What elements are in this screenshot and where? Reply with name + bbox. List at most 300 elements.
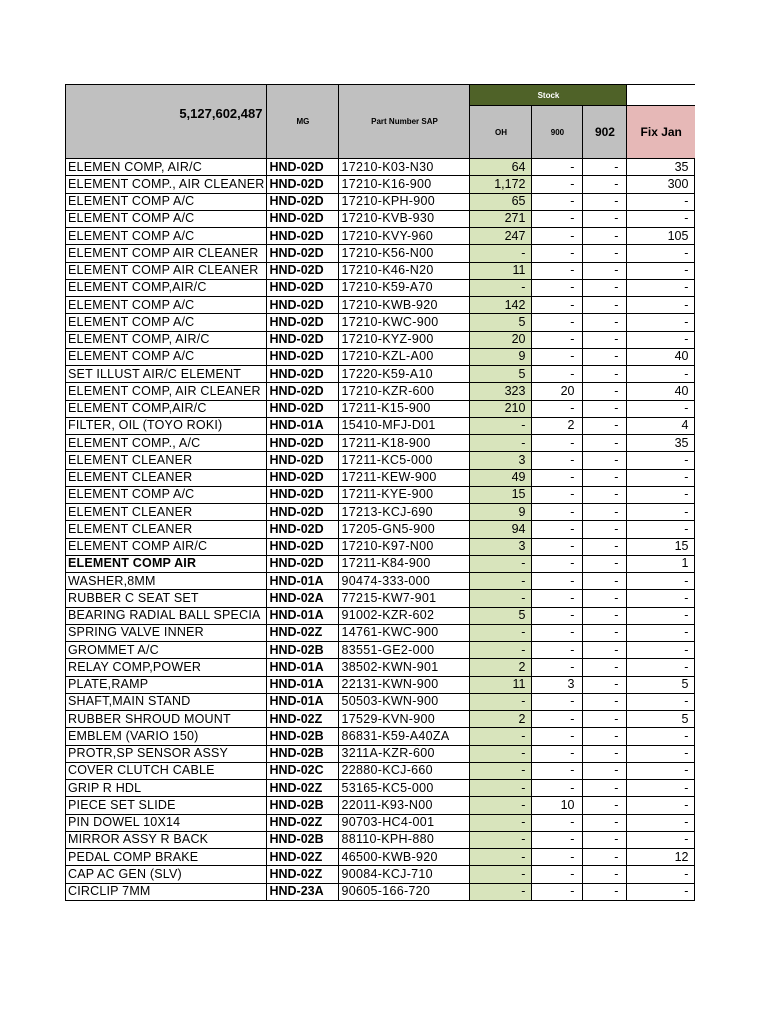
cell-part-number[interactable]: 17210-K46-N20 (339, 262, 470, 279)
cell-fix-jan[interactable]: - (627, 659, 695, 676)
cell-oh[interactable]: 11 (470, 676, 532, 693)
cell-mg[interactable]: HND-02Z (267, 814, 339, 831)
cell-oh[interactable]: - (470, 883, 532, 900)
cell-part-number[interactable]: 17210-KWC-900 (339, 314, 470, 331)
cell-mg[interactable]: HND-02D (267, 159, 339, 176)
cell-oh[interactable]: - (470, 279, 532, 296)
cell-oh[interactable]: 20 (470, 331, 532, 348)
cell-mg[interactable]: HND-02D (267, 469, 339, 486)
cell-fix-jan[interactable]: 5 (627, 711, 695, 728)
cell-900[interactable]: - (532, 762, 583, 779)
cell-fix-jan[interactable]: 1 (627, 555, 695, 572)
cell-oh[interactable]: - (470, 642, 532, 659)
cell-900[interactable]: - (532, 210, 583, 227)
cell-902[interactable]: - (583, 383, 627, 400)
cell-902[interactable]: - (583, 728, 627, 745)
cell-mg[interactable]: HND-01A (267, 693, 339, 710)
cell-900[interactable]: - (532, 176, 583, 193)
cell-part-number[interactable]: 90703-HC4-001 (339, 814, 470, 831)
cell-part-number[interactable]: 17210-KVB-930 (339, 210, 470, 227)
cell-part-number[interactable]: 50503-KWN-900 (339, 693, 470, 710)
cell-mg[interactable]: HND-02D (267, 314, 339, 331)
cell-mg[interactable]: HND-02D (267, 521, 339, 538)
cell-mg[interactable]: HND-02D (267, 348, 339, 365)
cell-mg[interactable]: HND-02D (267, 435, 339, 452)
header-902[interactable]: 902 (583, 106, 627, 159)
cell-part-number[interactable]: 91002-KZR-602 (339, 607, 470, 624)
cell-oh[interactable]: - (470, 797, 532, 814)
cell-description[interactable]: RUBBER SHROUD MOUNT (66, 711, 267, 728)
cell-part-number[interactable]: 83551-GE2-000 (339, 642, 470, 659)
cell-description[interactable]: ELEMENT COMP,AIR/C (66, 279, 267, 296)
cell-fix-jan[interactable]: - (627, 521, 695, 538)
cell-902[interactable]: - (583, 348, 627, 365)
cell-mg[interactable]: HND-02D (267, 366, 339, 383)
cell-part-number[interactable]: 17210-K59-A70 (339, 279, 470, 296)
cell-description[interactable]: BEARING RADIAL BALL SPECIA (66, 607, 267, 624)
cell-oh[interactable]: - (470, 624, 532, 641)
cell-902[interactable]: - (583, 435, 627, 452)
cell-fix-jan[interactable]: 300 (627, 176, 695, 193)
cell-mg[interactable]: HND-02B (267, 642, 339, 659)
cell-description[interactable]: ELEMENT COMP A/C (66, 210, 267, 227)
header-900[interactable]: 900 (532, 106, 583, 159)
cell-902[interactable]: - (583, 193, 627, 210)
cell-902[interactable]: - (583, 400, 627, 417)
cell-mg[interactable]: HND-02Z (267, 780, 339, 797)
cell-902[interactable]: - (583, 159, 627, 176)
cell-oh[interactable]: 271 (470, 210, 532, 227)
cell-part-number[interactable]: 88110-KPH-880 (339, 831, 470, 848)
cell-902[interactable]: - (583, 624, 627, 641)
cell-description[interactable]: COVER CLUTCH CABLE (66, 762, 267, 779)
cell-description[interactable]: CIRCLIP 7MM (66, 883, 267, 900)
cell-900[interactable]: - (532, 452, 583, 469)
cell-oh[interactable]: - (470, 693, 532, 710)
cell-fix-jan[interactable]: 35 (627, 159, 695, 176)
cell-900[interactable]: - (532, 659, 583, 676)
cell-description[interactable]: ELEMENT COMP AIR/C (66, 538, 267, 555)
cell-900[interactable]: - (532, 486, 583, 503)
cell-mg[interactable]: HND-23A (267, 883, 339, 900)
cell-900[interactable]: - (532, 728, 583, 745)
cell-part-number[interactable]: 86831-K59-A40ZA (339, 728, 470, 745)
cell-900[interactable]: - (532, 866, 583, 883)
cell-fix-jan[interactable]: - (627, 728, 695, 745)
cell-900[interactable]: - (532, 624, 583, 641)
cell-fix-jan[interactable]: - (627, 262, 695, 279)
cell-description[interactable]: GROMMET A/C (66, 642, 267, 659)
cell-902[interactable]: - (583, 279, 627, 296)
cell-description[interactable]: PIN DOWEL 10X14 (66, 814, 267, 831)
cell-part-number[interactable]: 17211-KEW-900 (339, 469, 470, 486)
cell-mg[interactable]: HND-02Z (267, 624, 339, 641)
cell-description[interactable]: ELEMENT COMP, AIR/C (66, 331, 267, 348)
cell-900[interactable]: - (532, 366, 583, 383)
cell-fix-jan[interactable]: 4 (627, 417, 695, 434)
cell-description[interactable]: ELEMENT COMP A/C (66, 297, 267, 314)
cell-description[interactable]: EMBLEM (VARIO 150) (66, 728, 267, 745)
cell-902[interactable]: - (583, 469, 627, 486)
cell-fix-jan[interactable]: - (627, 745, 695, 762)
cell-part-number[interactable]: 17210-KWB-920 (339, 297, 470, 314)
cell-900[interactable]: - (532, 262, 583, 279)
cell-fix-jan[interactable]: - (627, 866, 695, 883)
cell-oh[interactable]: 1,172 (470, 176, 532, 193)
cell-oh[interactable]: 247 (470, 228, 532, 245)
cell-part-number[interactable]: 17211-K84-900 (339, 555, 470, 572)
cell-mg[interactable]: HND-01A (267, 659, 339, 676)
cell-description[interactable]: ELEMENT COMP AIR CLEANER (66, 245, 267, 262)
cell-900[interactable]: - (532, 228, 583, 245)
cell-fix-jan[interactable]: - (627, 590, 695, 607)
cell-oh[interactable]: - (470, 745, 532, 762)
cell-part-number[interactable]: 17210-KVY-960 (339, 228, 470, 245)
cell-part-number[interactable]: 17211-KC5-000 (339, 452, 470, 469)
cell-902[interactable]: - (583, 711, 627, 728)
cell-description[interactable]: RUBBER C SEAT SET (66, 590, 267, 607)
cell-mg[interactable]: HND-01A (267, 607, 339, 624)
cell-oh[interactable]: 323 (470, 383, 532, 400)
cell-oh[interactable]: 11 (470, 262, 532, 279)
cell-part-number[interactable]: 17220-K59-A10 (339, 366, 470, 383)
cell-part-number[interactable]: 17210-K03-N30 (339, 159, 470, 176)
cell-fix-jan[interactable]: - (627, 504, 695, 521)
cell-900[interactable]: - (532, 590, 583, 607)
cell-oh[interactable]: 65 (470, 193, 532, 210)
cell-902[interactable]: - (583, 659, 627, 676)
cell-description[interactable]: ELEMENT CLEANER (66, 504, 267, 521)
cell-part-number[interactable]: 17211-K15-900 (339, 400, 470, 417)
cell-oh[interactable]: - (470, 435, 532, 452)
cell-oh[interactable]: 94 (470, 521, 532, 538)
cell-fix-jan[interactable]: - (627, 814, 695, 831)
cell-902[interactable]: - (583, 555, 627, 572)
cell-900[interactable]: - (532, 245, 583, 262)
cell-fix-jan[interactable]: - (627, 642, 695, 659)
cell-description[interactable]: RELAY COMP,POWER (66, 659, 267, 676)
cell-900[interactable]: - (532, 331, 583, 348)
cell-fix-jan[interactable]: - (627, 366, 695, 383)
cell-900[interactable]: - (532, 642, 583, 659)
cell-900[interactable]: - (532, 193, 583, 210)
cell-902[interactable]: - (583, 366, 627, 383)
cell-fix-jan[interactable]: - (627, 797, 695, 814)
cell-fix-jan[interactable]: - (627, 297, 695, 314)
cell-mg[interactable]: HND-02D (267, 400, 339, 417)
cell-fix-jan[interactable]: 40 (627, 348, 695, 365)
cell-900[interactable]: - (532, 849, 583, 866)
cell-902[interactable]: - (583, 883, 627, 900)
cell-description[interactable]: ELEMENT COMP A/C (66, 193, 267, 210)
cell-description[interactable]: ELEMENT COMP, AIR CLEANER (66, 383, 267, 400)
cell-mg[interactable]: HND-02D (267, 228, 339, 245)
cell-part-number[interactable]: 17211-K18-900 (339, 435, 470, 452)
cell-description[interactable]: ELEMENT COMP A/C (66, 348, 267, 365)
cell-description[interactable]: ELEMENT COMP A/C (66, 314, 267, 331)
cell-description[interactable]: SHAFT,MAIN STAND (66, 693, 267, 710)
cell-oh[interactable]: 64 (470, 159, 532, 176)
cell-fix-jan[interactable]: 40 (627, 383, 695, 400)
cell-part-number[interactable]: 17210-KZR-600 (339, 383, 470, 400)
cell-oh[interactable]: - (470, 573, 532, 590)
cell-fix-jan[interactable]: - (627, 469, 695, 486)
cell-mg[interactable]: HND-02D (267, 331, 339, 348)
cell-902[interactable]: - (583, 590, 627, 607)
cell-900[interactable]: 10 (532, 797, 583, 814)
cell-902[interactable]: - (583, 417, 627, 434)
cell-fix-jan[interactable]: 35 (627, 435, 695, 452)
cell-oh[interactable]: 9 (470, 504, 532, 521)
cell-description[interactable]: ELEMENT COMP AIR CLEANER (66, 262, 267, 279)
header-part-number[interactable]: Part Number SAP (339, 85, 470, 159)
cell-900[interactable]: - (532, 348, 583, 365)
cell-902[interactable]: - (583, 797, 627, 814)
cell-902[interactable]: - (583, 486, 627, 503)
cell-900[interactable]: - (532, 883, 583, 900)
cell-description[interactable]: CAP AC GEN (SLV) (66, 866, 267, 883)
cell-fix-jan[interactable]: 15 (627, 538, 695, 555)
cell-902[interactable]: - (583, 866, 627, 883)
cell-mg[interactable]: HND-02D (267, 210, 339, 227)
cell-oh[interactable]: 3 (470, 452, 532, 469)
cell-fix-jan[interactable]: - (627, 624, 695, 641)
cell-oh[interactable]: - (470, 417, 532, 434)
cell-description[interactable]: PEDAL COMP BRAKE (66, 849, 267, 866)
cell-part-number[interactable]: 53165-KC5-000 (339, 780, 470, 797)
cell-description[interactable]: ELEMEN COMP, AIR/C (66, 159, 267, 176)
cell-description[interactable]: GRIP R HDL (66, 780, 267, 797)
cell-fix-jan[interactable]: 12 (627, 849, 695, 866)
cell-mg[interactable]: HND-01A (267, 676, 339, 693)
cell-900[interactable]: - (532, 780, 583, 797)
cell-902[interactable]: - (583, 228, 627, 245)
cell-902[interactable]: - (583, 504, 627, 521)
cell-description[interactable]: PROTR,SP SENSOR ASSY (66, 745, 267, 762)
cell-oh[interactable]: - (470, 780, 532, 797)
cell-fix-jan[interactable]: - (627, 279, 695, 296)
cell-900[interactable]: 20 (532, 383, 583, 400)
cell-part-number[interactable]: 17210-K56-N00 (339, 245, 470, 262)
cell-description[interactable]: FILTER, OIL (TOYO ROKI) (66, 417, 267, 434)
cell-900[interactable]: - (532, 521, 583, 538)
cell-mg[interactable]: HND-02Z (267, 866, 339, 883)
cell-fix-jan[interactable]: 105 (627, 228, 695, 245)
header-blank-cell[interactable] (627, 85, 695, 106)
cell-mg[interactable]: HND-02D (267, 279, 339, 296)
cell-description[interactable]: ELEMENT CLEANER (66, 469, 267, 486)
cell-900[interactable]: - (532, 745, 583, 762)
cell-oh[interactable]: 5 (470, 607, 532, 624)
cell-mg[interactable]: HND-01A (267, 417, 339, 434)
header-mg[interactable]: MG (267, 85, 339, 159)
cell-fix-jan[interactable]: - (627, 314, 695, 331)
header-fix-jan[interactable]: Fix Jan (627, 106, 695, 159)
cell-900[interactable]: - (532, 297, 583, 314)
cell-902[interactable]: - (583, 780, 627, 797)
cell-description[interactable]: PIECE SET SLIDE (66, 797, 267, 814)
cell-902[interactable]: - (583, 693, 627, 710)
cell-description[interactable]: ELEMENT COMP A/C (66, 228, 267, 245)
cell-902[interactable]: - (583, 314, 627, 331)
cell-mg[interactable]: HND-02A (267, 590, 339, 607)
cell-900[interactable]: 2 (532, 417, 583, 434)
cell-oh[interactable]: 3 (470, 538, 532, 555)
cell-902[interactable]: - (583, 573, 627, 590)
cell-oh[interactable]: - (470, 728, 532, 745)
cell-description[interactable]: ELEMENT CLEANER (66, 452, 267, 469)
cell-part-number[interactable]: 22011-K93-N00 (339, 797, 470, 814)
cell-part-number[interactable]: 17210-KPH-900 (339, 193, 470, 210)
cell-description[interactable]: ELEMENT CLEANER (66, 521, 267, 538)
cell-fix-jan[interactable]: - (627, 573, 695, 590)
cell-902[interactable]: - (583, 642, 627, 659)
cell-900[interactable]: - (532, 538, 583, 555)
cell-902[interactable]: - (583, 676, 627, 693)
cell-part-number[interactable]: 17210-KYZ-900 (339, 331, 470, 348)
cell-mg[interactable]: HND-02D (267, 297, 339, 314)
cell-oh[interactable]: - (470, 762, 532, 779)
cell-fix-jan[interactable]: - (627, 607, 695, 624)
cell-mg[interactable]: HND-02D (267, 555, 339, 572)
cell-902[interactable]: - (583, 745, 627, 762)
cell-mg[interactable]: HND-02Z (267, 849, 339, 866)
cell-part-number[interactable]: 77215-KW7-901 (339, 590, 470, 607)
cell-description[interactable]: ELEMENT COMP A/C (66, 486, 267, 503)
cell-900[interactable]: - (532, 693, 583, 710)
cell-description[interactable]: WASHER,8MM (66, 573, 267, 590)
cell-fix-jan[interactable]: - (627, 331, 695, 348)
cell-oh[interactable]: - (470, 245, 532, 262)
cell-description[interactable]: ELEMENT COMP., A/C (66, 435, 267, 452)
cell-part-number[interactable]: 17210-K97-N00 (339, 538, 470, 555)
cell-oh[interactable]: 2 (470, 659, 532, 676)
cell-902[interactable]: - (583, 331, 627, 348)
cell-fix-jan[interactable]: - (627, 210, 695, 227)
cell-fix-jan[interactable]: - (627, 245, 695, 262)
cell-oh[interactable]: 15 (470, 486, 532, 503)
cell-900[interactable]: - (532, 469, 583, 486)
cell-mg[interactable]: HND-02B (267, 728, 339, 745)
cell-description[interactable]: PLATE,RAMP (66, 676, 267, 693)
cell-mg[interactable]: HND-02D (267, 452, 339, 469)
cell-part-number[interactable]: 17529-KVN-900 (339, 711, 470, 728)
cell-900[interactable]: - (532, 504, 583, 521)
cell-oh[interactable]: 142 (470, 297, 532, 314)
cell-fix-jan[interactable]: - (627, 193, 695, 210)
cell-mg[interactable]: HND-01A (267, 573, 339, 590)
cell-fix-jan[interactable]: - (627, 486, 695, 503)
cell-902[interactable]: - (583, 245, 627, 262)
cell-mg[interactable]: HND-02D (267, 245, 339, 262)
cell-part-number[interactable]: 14761-KWC-900 (339, 624, 470, 641)
cell-part-number[interactable]: 90084-KCJ-710 (339, 866, 470, 883)
cell-902[interactable]: - (583, 521, 627, 538)
cell-902[interactable]: - (583, 452, 627, 469)
cell-902[interactable]: - (583, 210, 627, 227)
cell-fix-jan[interactable]: - (627, 452, 695, 469)
cell-part-number[interactable]: 17213-KCJ-690 (339, 504, 470, 521)
cell-oh[interactable]: - (470, 814, 532, 831)
cell-mg[interactable]: HND-02D (267, 176, 339, 193)
cell-900[interactable]: - (532, 159, 583, 176)
cell-part-number[interactable]: 22880-KCJ-660 (339, 762, 470, 779)
cell-900[interactable]: - (532, 831, 583, 848)
cell-oh[interactable]: - (470, 590, 532, 607)
cell-902[interactable]: - (583, 849, 627, 866)
cell-900[interactable]: - (532, 814, 583, 831)
cell-902[interactable]: - (583, 262, 627, 279)
cell-902[interactable]: - (583, 297, 627, 314)
cell-900[interactable]: - (532, 555, 583, 572)
cell-part-number[interactable]: 17205-GN5-900 (339, 521, 470, 538)
cell-description[interactable]: ELEMENT COMP,AIR/C (66, 400, 267, 417)
cell-900[interactable]: - (532, 279, 583, 296)
cell-fix-jan[interactable]: 5 (627, 676, 695, 693)
cell-mg[interactable]: HND-02B (267, 831, 339, 848)
cell-part-number[interactable]: 15410-MFJ-D01 (339, 417, 470, 434)
cell-part-number[interactable]: 17210-KZL-A00 (339, 348, 470, 365)
cell-part-number[interactable]: 22131-KWN-900 (339, 676, 470, 693)
cell-900[interactable]: - (532, 607, 583, 624)
header-oh[interactable]: OH (470, 106, 532, 159)
cell-902[interactable]: - (583, 831, 627, 848)
cell-900[interactable]: 3 (532, 676, 583, 693)
cell-mg[interactable]: HND-02D (267, 486, 339, 503)
cell-oh[interactable]: 2 (470, 711, 532, 728)
cell-902[interactable]: - (583, 538, 627, 555)
cell-902[interactable]: - (583, 607, 627, 624)
cell-part-number[interactable]: 90474-333-000 (339, 573, 470, 590)
cell-mg[interactable]: HND-02D (267, 262, 339, 279)
cell-part-number[interactable]: 17211-KYE-900 (339, 486, 470, 503)
cell-oh[interactable]: - (470, 831, 532, 848)
header-stock[interactable]: Stock (470, 85, 627, 106)
cell-part-number[interactable]: 90605-166-720 (339, 883, 470, 900)
cell-oh[interactable]: 5 (470, 366, 532, 383)
cell-description[interactable]: MIRROR ASSY R BACK (66, 831, 267, 848)
cell-900[interactable]: - (532, 711, 583, 728)
cell-part-number[interactable]: 17210-K16-900 (339, 176, 470, 193)
cell-part-number[interactable]: 38502-KWN-901 (339, 659, 470, 676)
cell-fix-jan[interactable]: - (627, 883, 695, 900)
cell-mg[interactable]: HND-02Z (267, 711, 339, 728)
cell-description[interactable]: ELEMENT COMP., AIR CLEANER (66, 176, 267, 193)
cell-description[interactable]: ELEMENT COMP AIR (66, 555, 267, 572)
cell-mg[interactable]: HND-02B (267, 797, 339, 814)
cell-mg[interactable]: HND-02D (267, 383, 339, 400)
cell-part-number[interactable]: 3211A-KZR-600 (339, 745, 470, 762)
cell-902[interactable]: - (583, 762, 627, 779)
cell-900[interactable]: - (532, 314, 583, 331)
cell-902[interactable]: - (583, 176, 627, 193)
header-total-cell[interactable] (66, 85, 267, 159)
cell-oh[interactable]: 5 (470, 314, 532, 331)
cell-fix-jan[interactable]: - (627, 693, 695, 710)
cell-fix-jan[interactable]: - (627, 762, 695, 779)
cell-mg[interactable]: HND-02C (267, 762, 339, 779)
cell-900[interactable]: - (532, 435, 583, 452)
cell-oh[interactable]: 210 (470, 400, 532, 417)
cell-oh[interactable]: 9 (470, 348, 532, 365)
cell-fix-jan[interactable]: - (627, 400, 695, 417)
cell-oh[interactable]: - (470, 849, 532, 866)
cell-fix-jan[interactable]: - (627, 831, 695, 848)
cell-mg[interactable]: HND-02D (267, 538, 339, 555)
cell-902[interactable]: - (583, 814, 627, 831)
cell-mg[interactable]: HND-02D (267, 504, 339, 521)
cell-description[interactable]: SET ILLUST AIR/C ELEMENT (66, 366, 267, 383)
